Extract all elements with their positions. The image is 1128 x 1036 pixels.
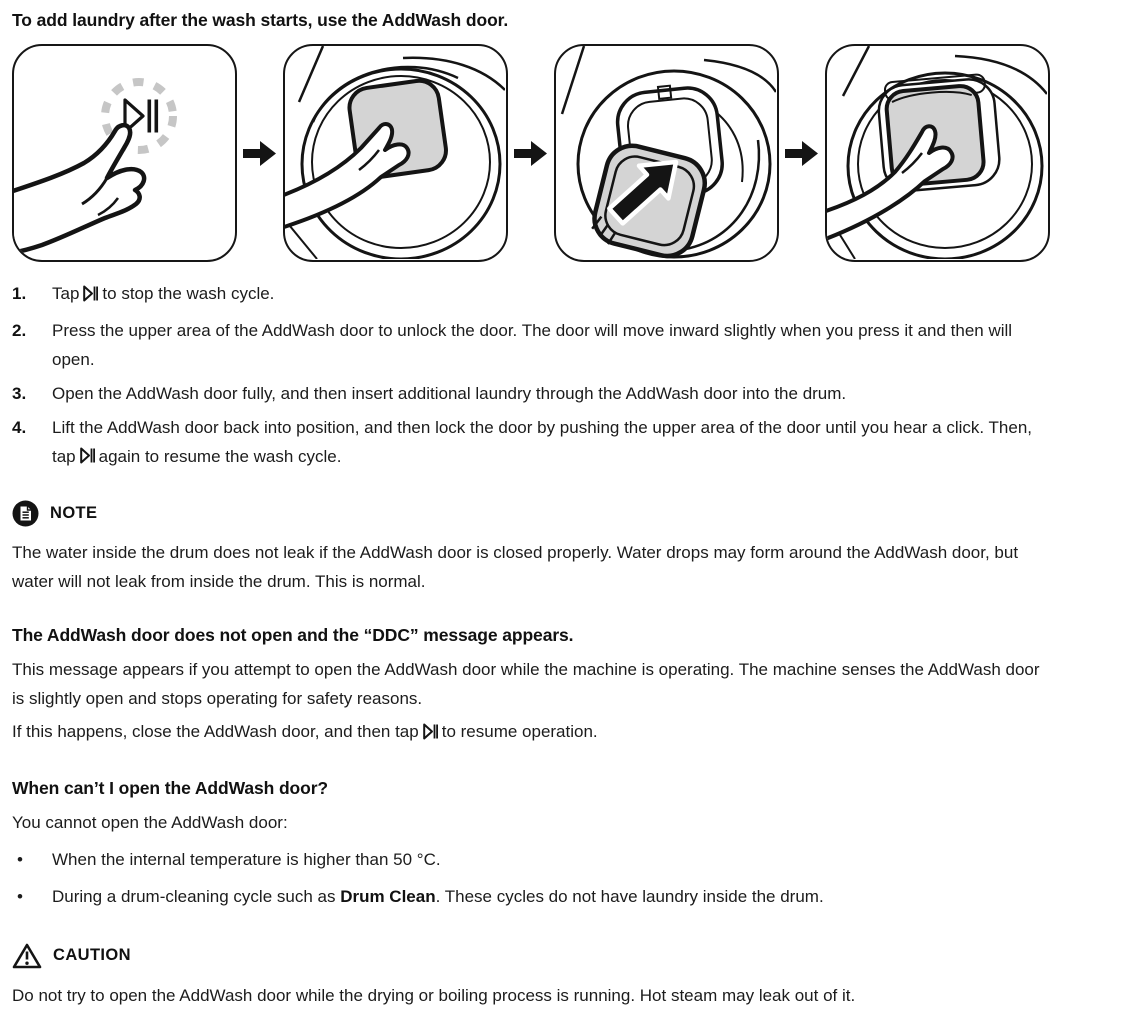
note-icon: [12, 500, 39, 527]
caution-label: CAUTION: [53, 946, 131, 964]
figure-open-addwash-door: [554, 44, 779, 262]
start-pause-icon: [80, 444, 95, 473]
right-arrow-icon: [243, 140, 277, 167]
illustration-strip: [12, 44, 1116, 262]
drum-clean-bold: Drum Clean: [340, 886, 436, 906]
ddc-heading: The AddWash door does not open and the “DDC” message appears.: [12, 625, 574, 645]
step-text-segment: again to resume the wash cycle.: [98, 446, 342, 466]
bullet-item: [12, 882, 1116, 911]
bullet-marker: •: [17, 849, 23, 869]
step-text: [52, 413, 1054, 474]
figure-tap-start-pause: [12, 44, 237, 262]
bullet-text: [52, 882, 1052, 911]
open-door-illustration: [556, 46, 776, 259]
ddc-resume-line: [12, 717, 1052, 749]
bullet-item: [12, 845, 1116, 874]
page-title: To add laundry after the wash starts, use the AddWash door.: [12, 10, 509, 30]
press-door-illustration: [285, 46, 505, 259]
step-arrow-1: [237, 140, 283, 167]
step-text: Open the AddWash door fully, and then insert additional laundry through the AddWash door into the drum.: [52, 383, 847, 403]
tap-start-pause-illustration: [14, 46, 234, 259]
bullet-text: When the internal temperature is higher than 50 °C.: [52, 849, 441, 869]
right-arrow-icon: [785, 140, 819, 167]
right-arrow-icon: [514, 140, 548, 167]
cant-open-intro: You cannot open the AddWash door:: [12, 812, 288, 832]
figure-close-addwash-door: [825, 44, 1050, 262]
step-text-segment: Tap: [52, 284, 80, 303]
step-arrow-3: [779, 140, 825, 167]
step-number: 3.: [12, 383, 27, 403]
step-number: 4.: [12, 417, 27, 437]
step-number: 2.: [12, 320, 27, 340]
bullet-text-segment: During a drum-cleaning cycle such as: [52, 886, 341, 906]
step-number: 1.: [12, 284, 27, 303]
ddc-text-segment: If this happens, close the AddWash door, and then tap: [12, 722, 419, 741]
step-text: [52, 279, 1054, 311]
step-4: [12, 413, 1116, 474]
start-pause-icon: [423, 720, 438, 749]
caution-body: Do not try to open the AddWash door while the drying or boiling process is running. Hot steam may leak out of it.: [12, 985, 856, 1005]
note-body: The water inside the drum does not leak if the AddWash door is closed properly. Water drops may form around the AddWash door, but water will not leak from inside the drum. This is normal.: [12, 543, 1019, 591]
step-3: [12, 379, 1116, 408]
step-text-segment: Lift the AddWash door back into position, and then lock the door by pushing the upper area of the door until you hear a click. Then, tap: [52, 417, 1033, 466]
caution-icon: [12, 942, 42, 970]
numbered-steps: [12, 279, 1116, 473]
figure-press-addwash-door: [283, 44, 508, 262]
cant-open-bullets: [12, 845, 1116, 911]
bullet-marker: •: [17, 886, 23, 906]
step-arrow-2: [508, 140, 554, 167]
close-door-illustration: [827, 46, 1047, 259]
step-1: [12, 279, 1116, 311]
step-2: [12, 316, 1116, 374]
note-label: NOTE: [50, 504, 98, 522]
note-header: [12, 500, 1116, 527]
step-text: Press the upper area of the AddWash door to unlock the door. The door will move inward slightly when you press it and then will open.: [52, 320, 1013, 369]
start-pause-icon: [83, 282, 98, 311]
cant-open-heading: When can’t I open the AddWash door?: [12, 777, 329, 798]
step-text-segment: to stop the wash cycle.: [102, 284, 275, 303]
caution-header: [12, 942, 1116, 970]
bullet-text-segment: . These cycles do not have laundry inside the drum.: [435, 886, 824, 906]
pointing-hand: [14, 125, 144, 253]
ddc-body: This message appears if you attempt to open the AddWash door while the machine is operating. The machine senses the AddWash door is slightly open and stops operating for safety reasons.: [12, 660, 1040, 708]
ddc-text-segment: to resume operation.: [441, 722, 598, 741]
